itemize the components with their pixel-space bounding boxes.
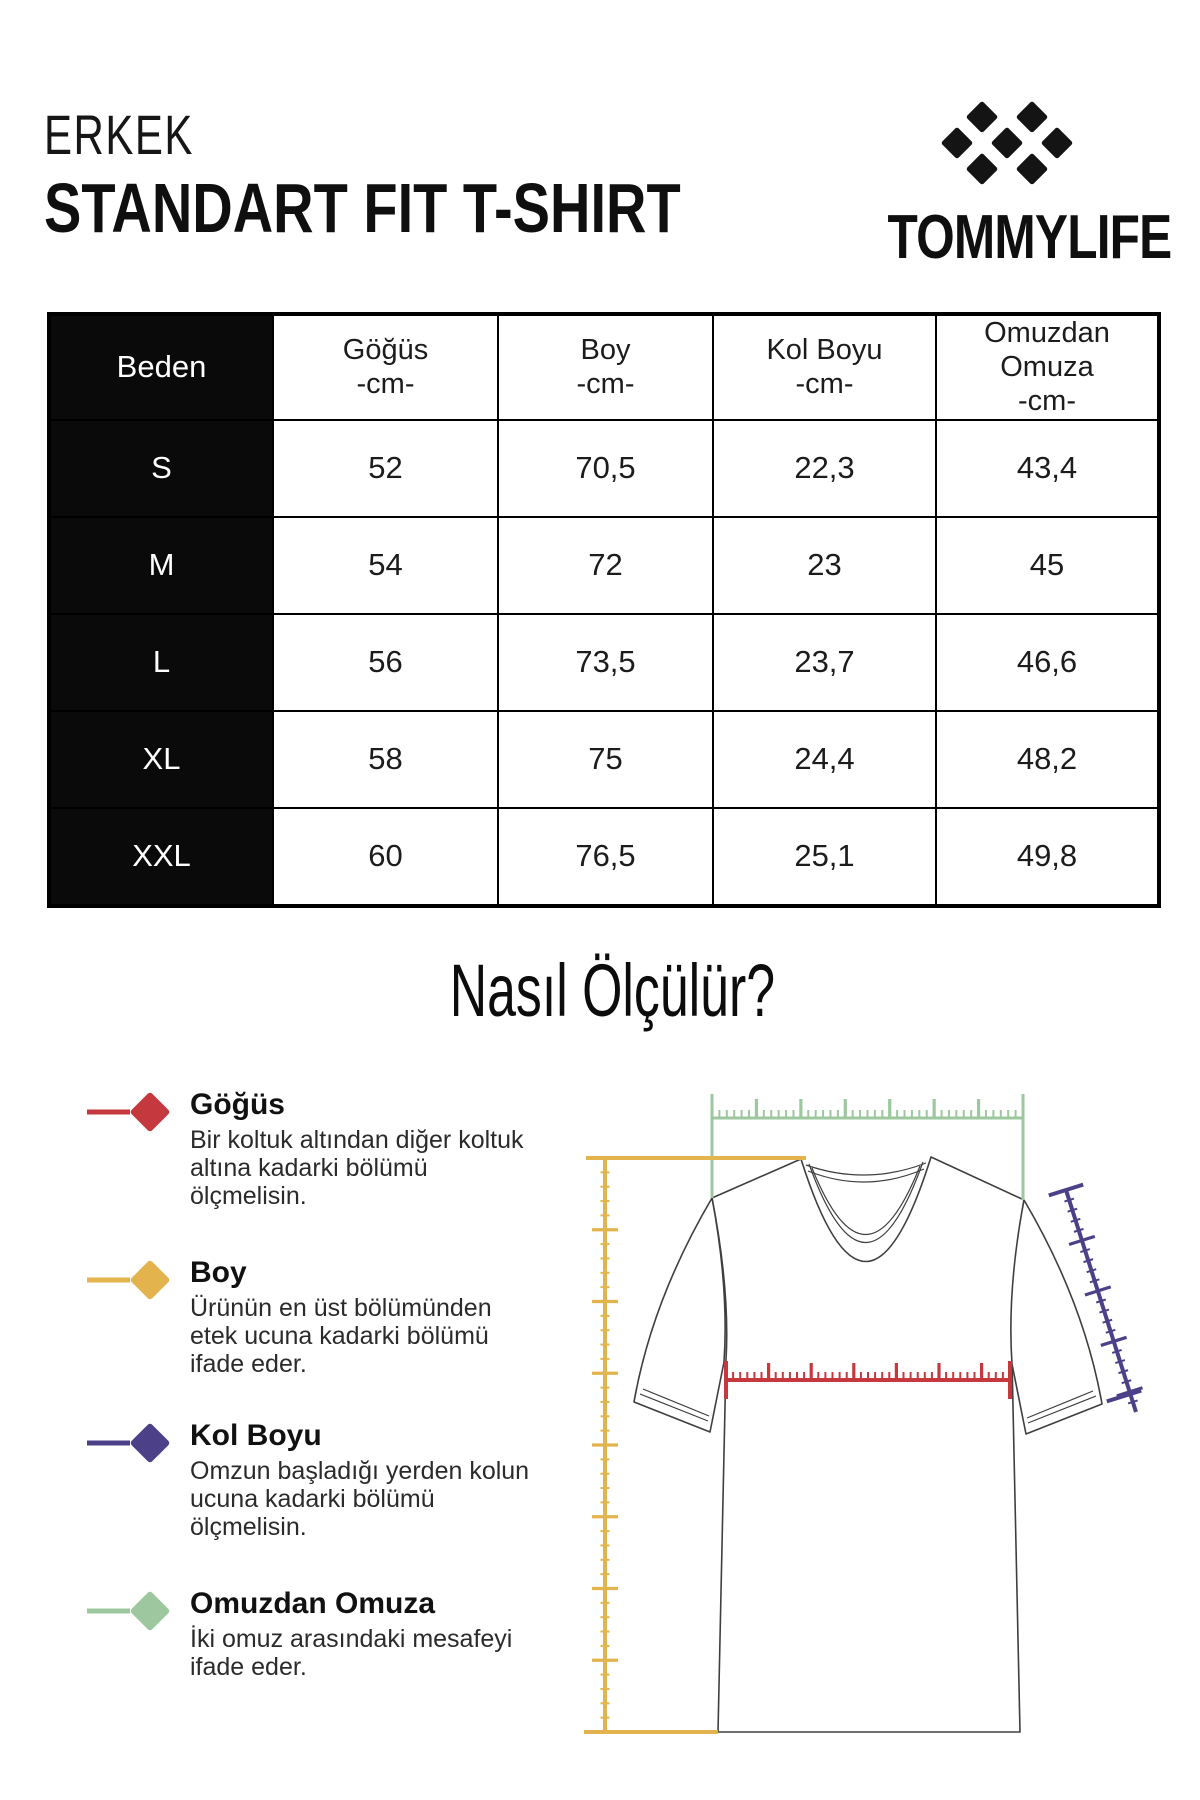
brand-logo (877, 68, 1137, 200)
cell-chest: 52 (273, 420, 498, 517)
col-header-beden: Beden (49, 314, 273, 420)
tshirt-outline (634, 1157, 1102, 1732)
col-header-shoulder: Omuzdan Omuza -cm- (936, 314, 1159, 420)
cell-sleeve: 25,1 (713, 808, 936, 906)
cell-chest: 58 (273, 711, 498, 808)
brand-name-text: TOMMYLIFE (887, 203, 1172, 272)
cell-chest: 56 (273, 614, 498, 711)
legend-desc: Ürünün en üst bölümünden etek ucuna kadarki bölümü ifade eder. (190, 1294, 492, 1378)
size-label: S (49, 420, 273, 517)
legend-desc: Omzun başladığı yerden kolun ucuna kadarki bölümü ölçmelisin. (190, 1457, 530, 1541)
legend-desc: Bir koltuk altından diğer koltuk altına kadarki bölümü ölçmelisin. (190, 1126, 524, 1210)
cell-sleeve: 23 (713, 517, 936, 614)
cell-length: 75 (498, 711, 713, 808)
cell-length: 72 (498, 517, 713, 614)
product-title-text: STANDART FIT T-SHIRT (44, 169, 681, 247)
product-category-text: ERKEK (44, 103, 194, 166)
product-title (44, 168, 840, 248)
chest-diamond-icon (84, 1089, 176, 1135)
table-row-s (49, 420, 1159, 517)
cell-shoulder: 49,8 (936, 808, 1159, 906)
cell-length: 76,5 (498, 808, 713, 906)
col-header-length: Boy -cm- (498, 314, 713, 420)
sleeve-diamond-icon (84, 1420, 176, 1466)
cell-shoulder: 45 (936, 517, 1159, 614)
table-row-xl (49, 711, 1159, 808)
cell-shoulder: 48,2 (936, 711, 1159, 808)
cell-chest: 54 (273, 517, 498, 614)
cell-sleeve: 22,3 (713, 420, 936, 517)
cell-chest: 60 (273, 808, 498, 906)
table-row-m (49, 517, 1159, 614)
table-row-l (49, 614, 1159, 711)
tshirt-diagram (540, 1080, 1160, 1760)
legend-desc: İki omuz arasındaki mesafeyi ifade eder. (190, 1625, 513, 1681)
left-sleeve (634, 1198, 725, 1432)
brand-diamonds-icon (877, 68, 1137, 200)
size-label: L (49, 614, 273, 711)
size-label: XXL (49, 808, 273, 906)
cell-sleeve: 23,7 (713, 614, 936, 711)
howto-section-title: Nasıl Ölçülür? (449, 949, 775, 1032)
size-label: M (49, 517, 273, 614)
product-category (44, 102, 244, 167)
right-sleeve (1011, 1200, 1102, 1434)
cell-shoulder: 43,4 (936, 420, 1159, 517)
size-table (47, 312, 1161, 908)
cell-sleeve: 24,4 (713, 711, 936, 808)
shoulder-diamond-icon (84, 1588, 176, 1634)
brand-name (852, 202, 1172, 273)
legend-title: Boy (190, 1256, 247, 1289)
legend-title: Göğüs (190, 1088, 285, 1121)
size-table-header-row (49, 314, 1159, 420)
cell-length: 73,5 (498, 614, 713, 711)
cell-shoulder: 46,6 (936, 614, 1159, 711)
col-header-sleeve: Kol Boyu -cm- (713, 314, 936, 420)
col-header-chest: Göğüs -cm- (273, 314, 498, 420)
legend-title: Kol Boyu (190, 1419, 322, 1452)
length-diamond-icon (84, 1257, 176, 1303)
table-row-xxl (49, 808, 1159, 906)
size-label: XL (49, 711, 273, 808)
legend-title: Omuzdan Omuza (190, 1587, 436, 1620)
cell-length: 70,5 (498, 420, 713, 517)
